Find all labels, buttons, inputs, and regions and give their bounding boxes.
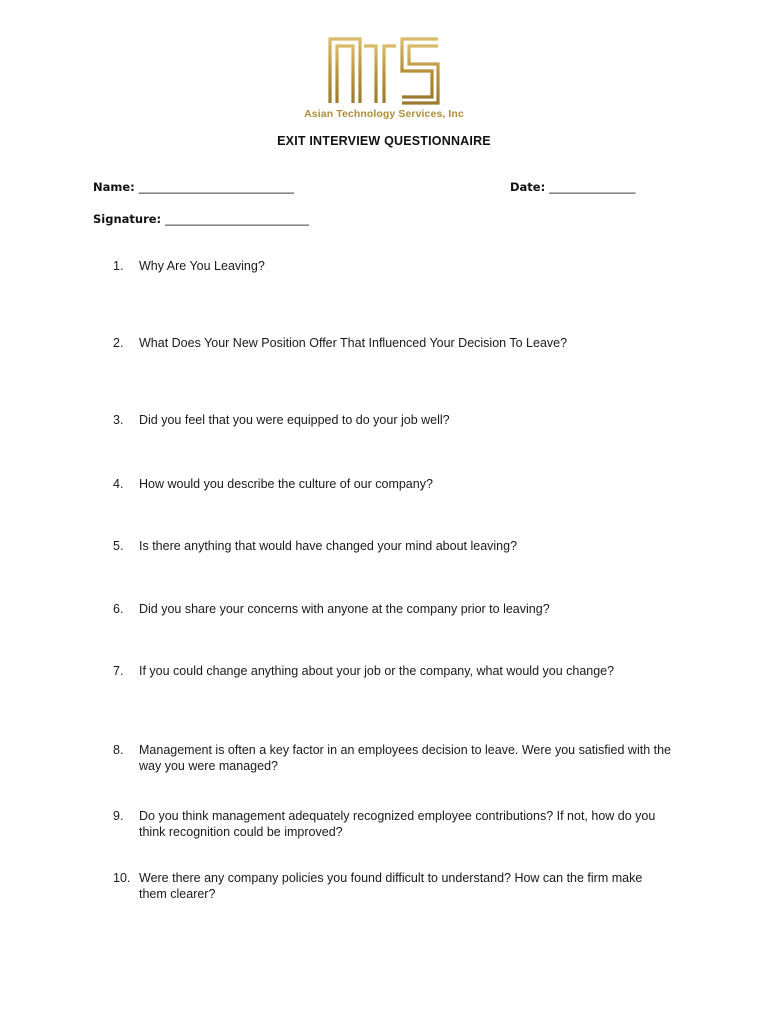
form-title: EXIT INTERVIEW QUESTIONNAIRE <box>277 134 491 148</box>
question-number: 5. <box>113 539 124 553</box>
question-item <box>113 870 673 902</box>
question-item <box>113 335 673 351</box>
question-number: 1. <box>113 259 124 273</box>
logo-caption: Asian Technology Services, Inc <box>304 108 464 120</box>
question-text: Is there anything that would have changed your mind about leaving? <box>139 539 518 553</box>
name-field[interactable] <box>93 180 294 194</box>
signature-label: Signature: <box>93 212 162 226</box>
question-text: Do you think management adequately recognized employee contributions? If not, how do you think recognition could be improved? <box>139 809 656 839</box>
question-item <box>113 412 673 428</box>
question-text: How would you describe the culture of our company? <box>139 477 433 491</box>
question-item <box>113 808 673 840</box>
signature-field[interactable] <box>93 212 309 226</box>
company-logo <box>296 33 472 125</box>
question-number: 9. <box>113 809 124 823</box>
question-number: 10. <box>113 871 131 885</box>
question-number: 2. <box>113 336 124 350</box>
question-text: Were there any company policies you found difficult to understand? How can the firm make them clearer? <box>139 871 643 901</box>
question-number: 6. <box>113 602 124 616</box>
ats-logo-icon <box>326 33 442 105</box>
question-number: 8. <box>113 743 124 757</box>
question-item <box>113 742 673 774</box>
question-item <box>113 476 673 492</box>
question-text: If you could change anything about your job or the company, what would you change? <box>139 664 615 678</box>
name-line[interactable]: ___________________________ <box>138 180 295 194</box>
question-number: 4. <box>113 477 124 491</box>
question-text: What Does Your New Position Offer That Influenced Your Decision To Leave? <box>139 336 568 350</box>
question-item <box>113 538 673 554</box>
question-number: 3. <box>113 413 124 427</box>
date-label: Date: <box>510 180 546 194</box>
question-item <box>113 663 673 679</box>
question-text: Management is often a key factor in an employees decision to leave. Were you satisfied with the way you were managed? <box>139 743 672 773</box>
signature-line[interactable]: _________________________ <box>165 212 309 226</box>
question-text: Did you feel that you were equipped to do your job well? <box>139 413 450 427</box>
question-item <box>113 601 673 617</box>
question-number: 7. <box>113 664 124 678</box>
name-label: Name: <box>93 180 135 194</box>
date-field[interactable] <box>510 180 635 194</box>
question-item <box>113 258 673 274</box>
question-text: Why Are You Leaving? <box>139 259 265 273</box>
question-text: Did you share your concerns with anyone at the company prior to leaving? <box>139 602 550 616</box>
date-line[interactable]: _______________ <box>549 180 636 194</box>
